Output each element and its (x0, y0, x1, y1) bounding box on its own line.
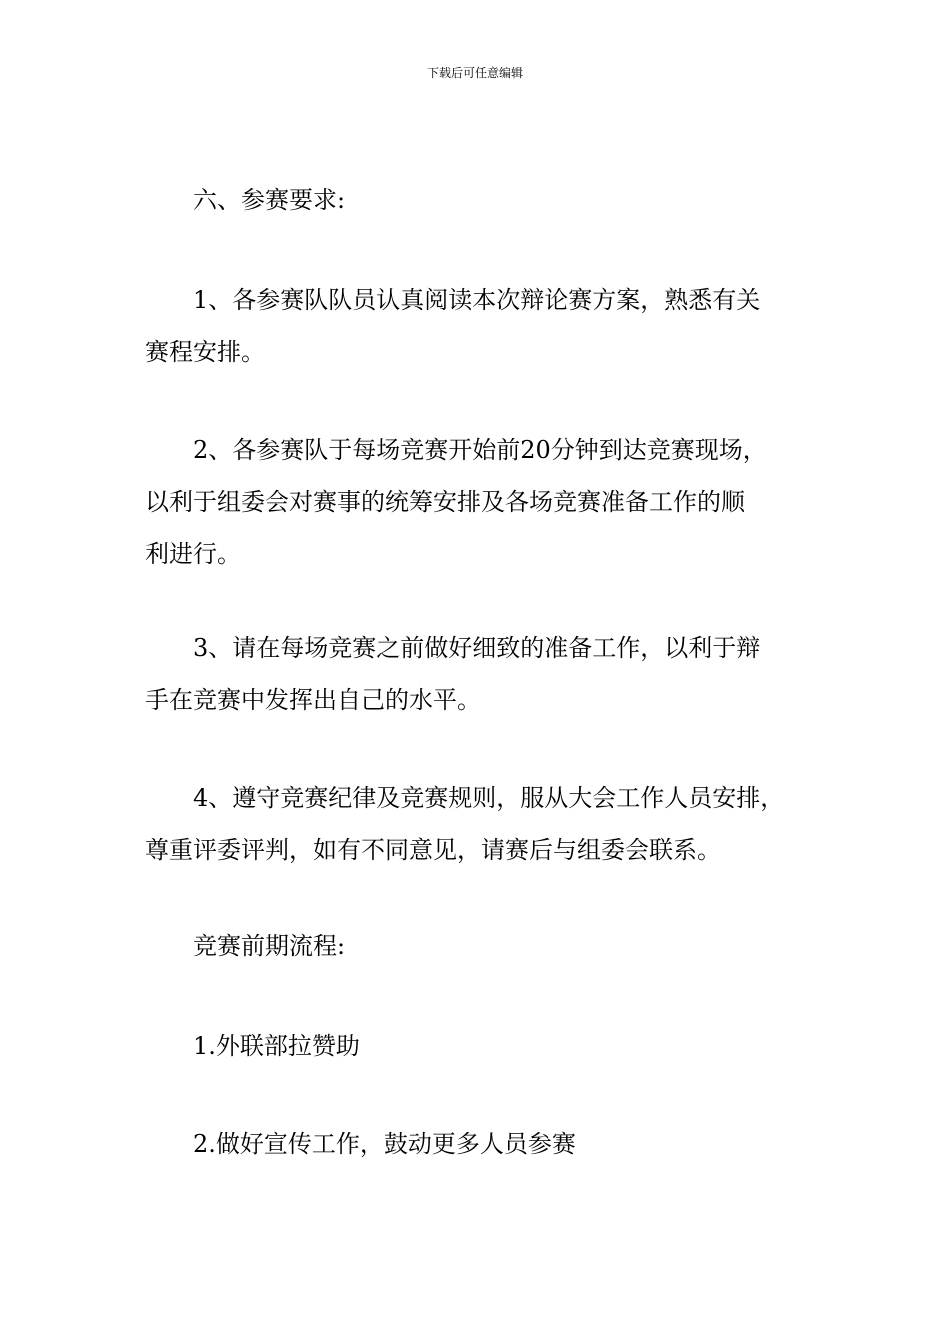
text-line: 竞赛前期流程: (193, 932, 346, 960)
text-line: 以利于组委会对赛事的统筹安排及各场竞赛准备工作的顺 (145, 488, 745, 516)
requirement-item-3 (145, 622, 809, 726)
text-line: 4、遵守竞赛纪律及竞赛规则，服从大会工作人员安排， (193, 784, 785, 812)
page-header: 下载后可任意编辑 (426, 66, 523, 80)
text-line: 2、各参赛队于每场竞赛开始前20分钟到达竞赛现场， (193, 436, 767, 464)
text-line: 尊重评委评判，如有不同意见，请赛后与组委会联系。 (145, 836, 721, 864)
text-line: 六、参赛要求: (193, 186, 346, 214)
text-line: 1、各参赛队队员认真阅读本次辩论赛方案，熟悉有关 (193, 286, 761, 314)
text-line: 2.做好宣传工作，鼓动更多人员参赛 (193, 1130, 576, 1158)
text-line: 利进行。 (145, 540, 241, 568)
section-heading-requirements (145, 174, 809, 226)
text-line: 3、请在每场竞赛之前做好细致的准备工作，以利于辩 (193, 634, 761, 662)
process-item-2 (145, 1118, 809, 1170)
process-item-1 (145, 1020, 809, 1072)
requirement-item-1 (145, 274, 809, 378)
section-heading-process (145, 920, 809, 972)
requirement-item-4 (145, 772, 809, 876)
text-line: 手在竞赛中发挥出自己的水平。 (145, 686, 481, 714)
text-line: 1.外联部拉赞助 (193, 1032, 360, 1060)
text-line: 赛程安排。 (145, 338, 265, 366)
requirement-item-2 (145, 424, 809, 580)
